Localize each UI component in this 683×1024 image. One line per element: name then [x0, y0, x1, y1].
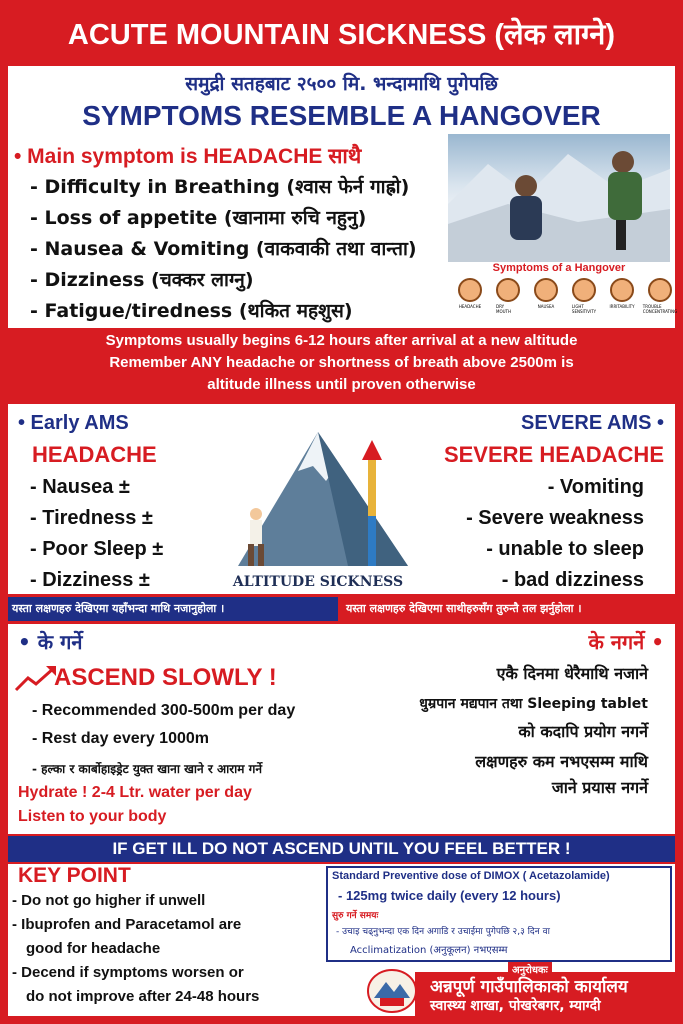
org-branch: स्वास्थ्य शाखा, पोखरेबगर, म्याग्दी: [430, 998, 601, 1014]
severe-ams-item: - unable to sleep: [486, 538, 644, 560]
hangover-heading: SYMPTOMS RESEMBLE A HANGOVER: [82, 100, 601, 131]
dos-item: - हल्का र कार्बोहाइड्रेट युक्त खाना खाने र आराम गर्ने: [32, 762, 263, 776]
headache-icon: HEADACHE: [458, 278, 482, 314]
mountain-caption: ALTITUDE SICKNESS: [232, 574, 404, 590]
warning-note: Remember ANY headache or shortness of breath above 2500m is: [109, 354, 574, 371]
org-name: अन्नपूर्ण गाउँपालिकाको कार्यालय: [430, 977, 628, 997]
hikers-photo: [448, 134, 670, 262]
hangover-caption: Symptoms of a Hangover: [492, 262, 626, 274]
hydrate-note: Hydrate ! 2-4 Ltr. water per day: [18, 784, 252, 801]
do-not-ascend-banner: IF GET ILL DO NOT ASCEND UNTIL YOU FEEL BETTER !: [8, 836, 675, 862]
donts-item: लक्षणहरु कम नभएसम्म माथि: [475, 752, 648, 771]
key-point-item: - Decend if symptoms worsen or: [12, 964, 244, 981]
key-point-item: good for headache: [26, 940, 161, 957]
early-ams-item: - Tiredness ±: [30, 507, 153, 529]
severe-ams-item: - Vomiting: [547, 476, 644, 498]
warning-note-cont: altitude illness until proven otherwise: [207, 376, 476, 393]
requested-by: अनुरोधकः: [508, 962, 552, 976]
dimox-start-text: - उचाइ चढ्नुभन्दा एक दिन अगाडि र उचाईमा पुगेपछि २,३ दिन वा: [336, 927, 550, 937]
hikers-illustration: [448, 134, 670, 262]
dry-mouth-icon: DRY MOUTH: [496, 278, 520, 314]
altitude-subtitle: समुद्री सतहबाट २५०० मि. भन्दामाथि पुगेपछि: [185, 73, 498, 95]
hangover-icons: [458, 278, 678, 314]
early-ams-item: - Poor Sleep ±: [30, 538, 164, 560]
early-ams-label: • Early AMS: [18, 412, 129, 434]
main-symptom: • Main symptom is HEADACHE साथै: [14, 145, 362, 168]
key-point-item: do not improve after 24-48 hours: [26, 988, 260, 1005]
dos-item: - Rest day every 1000m: [32, 730, 209, 747]
symptom-item: - Nausea & Vomiting (वाकवाकी तथा वान्ता): [30, 238, 417, 260]
irritability-icon: IRRITABILITY: [610, 278, 634, 314]
dimox-box: [326, 866, 672, 962]
symptom-item: - Difficulty in Breathing (श्वास फेर्न गाह्रो): [30, 176, 410, 198]
key-point-item: - Ibuprofen and Paracetamol are: [12, 916, 242, 933]
onset-note: Symptoms usually begins 6-12 hours after arrival at a new altitude: [105, 332, 578, 349]
light-sensitivity-icon: LIGHT SENSITIVITY: [572, 278, 596, 314]
severe-ams-item: - Severe weakness: [466, 507, 644, 529]
dimox-dose: - 125mg twice daily (every 12 hours): [338, 888, 561, 903]
warn-left: यस्ता लक्षणहरु देखिएमा यहाँभन्दा माथि नजानुहोला ।: [8, 597, 338, 621]
poster-title: ACUTE MOUNTAIN SICKNESS (लेक लाग्ने): [67, 19, 616, 51]
donts-item: को कदापि प्रयोग नगर्ने: [518, 722, 648, 741]
listen-note: Listen to your body: [18, 808, 167, 825]
severe-headache: SEVERE HEADACHE: [443, 442, 664, 467]
dimox-title: Standard Preventive dose of DIMOX ( Acetazolamide): [332, 870, 610, 882]
symptom-item: - Loss of appetite (खानामा रुचि नहुनु): [30, 207, 367, 229]
symptom-item: - Dizziness (चक्कर लाग्नु): [30, 269, 254, 291]
key-point-heading: KEY POINT: [18, 864, 131, 887]
severe-ams-item: - bad dizziness: [501, 569, 644, 591]
severe-ams-label: SEVERE AMS •: [521, 412, 664, 434]
symptoms-panel: [8, 66, 678, 328]
early-headache: HEADACHE: [32, 442, 157, 467]
key-point-panel: [8, 864, 675, 1016]
donts-item: धुम्रपान मद्यपान तथा Sleeping tablet: [419, 696, 648, 712]
warn-right: यस्ता लक्षणहरु देखिएमा साथीहरुसँग तुरुन्तै तल झर्नुहोला ।: [342, 597, 675, 621]
nausea-icon: NAUSEA: [534, 278, 558, 314]
key-point-item: - Do not go higher if unwell: [12, 892, 206, 909]
early-ams-item: - Nausea ±: [30, 476, 130, 498]
symptom-item: - Fatigue/tiredness (थकित महशुस): [30, 300, 353, 322]
dos-item: - Recommended 300-500m per day: [32, 702, 296, 719]
dimox-start-label: सुरु गर्ने समयः: [332, 911, 379, 921]
early-ams-item: - Dizziness ±: [30, 569, 150, 591]
donts-item: एकै दिनमा धेरैमाथि नजाने: [496, 664, 648, 683]
donts-label: के नगर्ने •: [588, 630, 664, 654]
dos-label: • के गर्ने: [18, 630, 83, 654]
ams-panel: [8, 404, 675, 594]
trouble-concentrating-icon: TROUBLE CONCENTRATING: [648, 278, 672, 314]
donts-item: जाने प्रयास नगर्ने: [551, 778, 648, 797]
ascend-slowly: ASCEND SLOWLY !: [54, 664, 277, 691]
do-dont-panel: [8, 624, 675, 834]
dimox-start-text2: Acclimatization (अनुकूलन) नभएसम्म: [350, 945, 508, 956]
emblem-logo: [366, 968, 418, 1014]
rising-arrow-icon: [14, 664, 58, 692]
